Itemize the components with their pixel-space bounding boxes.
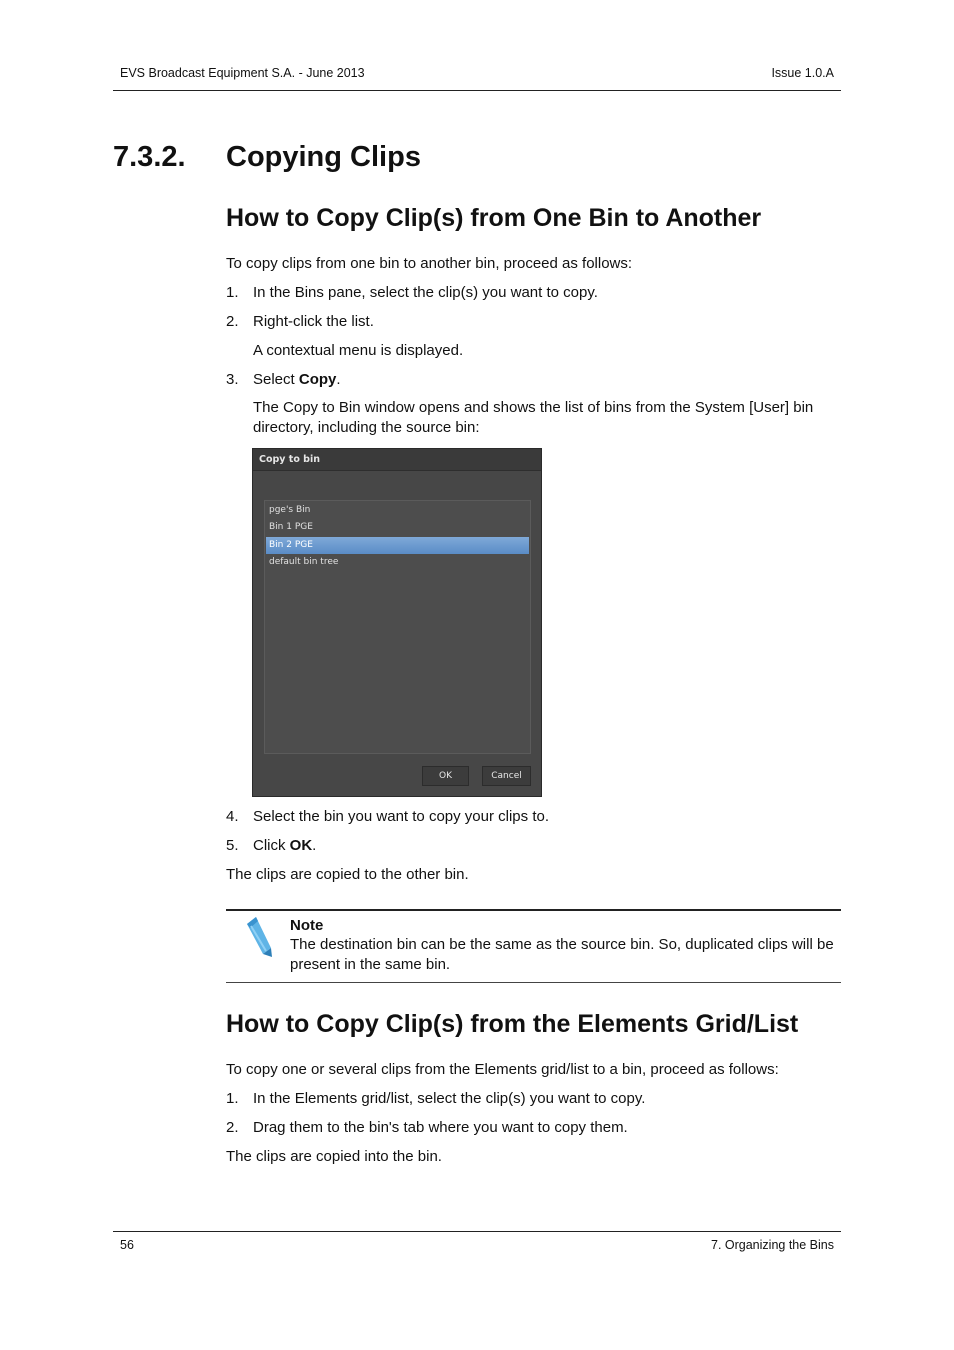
part1-intro: To copy clips from one bin to another bin, proceed as follows: xyxy=(226,255,633,272)
step-number: 1. xyxy=(226,1090,239,1107)
step-text: Click OK. xyxy=(253,837,317,854)
step-number: 4. xyxy=(226,808,239,825)
bin-list-item[interactable]: Bin 1 PGE xyxy=(269,522,313,532)
copy-to-bin-dialog xyxy=(252,448,542,797)
bin-list-item[interactable]: default bin tree xyxy=(269,557,339,567)
section-number: 7.3.2. xyxy=(113,141,186,173)
step-number: 2. xyxy=(226,313,239,330)
step-result: The Copy to Bin window opens and shows the list of bins from the System [User] bin directory, including the source bin: xyxy=(253,399,814,436)
section-title: Copying Clips xyxy=(226,141,421,173)
step-text: Select Copy. xyxy=(253,371,341,388)
subheading-copy-elements: How to Copy Clip(s) from the Elements Grid/List xyxy=(226,1010,799,1038)
bin-list[interactable] xyxy=(264,500,531,754)
step-number: 1. xyxy=(226,284,239,301)
footer-rule xyxy=(113,1231,841,1232)
note-bottom-rule xyxy=(226,982,841,983)
header-right: Issue 1.0.A xyxy=(771,66,834,80)
note-top-rule xyxy=(226,909,841,911)
part2-outcome: The clips are copied into the bin. xyxy=(226,1148,442,1165)
step-number: 3. xyxy=(226,371,239,388)
note-title: Note xyxy=(290,917,324,934)
header-left: EVS Broadcast Equipment S.A. - June 2013 xyxy=(120,66,365,80)
ok-button[interactable]: OK xyxy=(422,766,469,786)
step-text: In the Bins pane, select the clip(s) you want to copy. xyxy=(253,284,598,301)
subheading-copy-bin: How to Copy Clip(s) from One Bin to Another xyxy=(226,204,762,232)
step-number: 2. xyxy=(226,1119,239,1136)
step-text: In the Elements grid/list, select the clip(s) you want to copy. xyxy=(253,1090,646,1107)
part2-intro: To copy one or several clips from the Elements grid/list to a bin, proceed as follows: xyxy=(226,1061,779,1078)
step-text: Drag them to the bin's tab where you want to copy them. xyxy=(253,1119,628,1136)
step-result: A contextual menu is displayed. xyxy=(253,342,464,359)
pencil-icon xyxy=(241,914,277,958)
cancel-button[interactable]: Cancel xyxy=(482,766,531,786)
bin-list-item-selected[interactable]: Bin 2 PGE xyxy=(266,537,529,554)
step-text: Right-click the list. xyxy=(253,313,374,330)
ok-ref: OK xyxy=(289,837,313,854)
part1-outcome: The clips are copied to the other bin. xyxy=(226,866,469,883)
step-text: Select the bin you want to copy your clips to. xyxy=(253,808,549,825)
bin-list-item[interactable]: pge's Bin xyxy=(269,505,311,515)
page-number: 56 xyxy=(120,1238,134,1252)
header-rule xyxy=(113,90,841,91)
chapter-title: 7. Organizing the Bins xyxy=(711,1238,834,1252)
menu-item-copy-ref: Copy xyxy=(298,371,337,388)
note-text: The destination bin can be the same as the source bin. So, duplicated clips will be present in the same bin. xyxy=(290,936,834,973)
dialog-title: Copy to bin xyxy=(253,449,541,471)
step-number: 5. xyxy=(226,837,239,854)
